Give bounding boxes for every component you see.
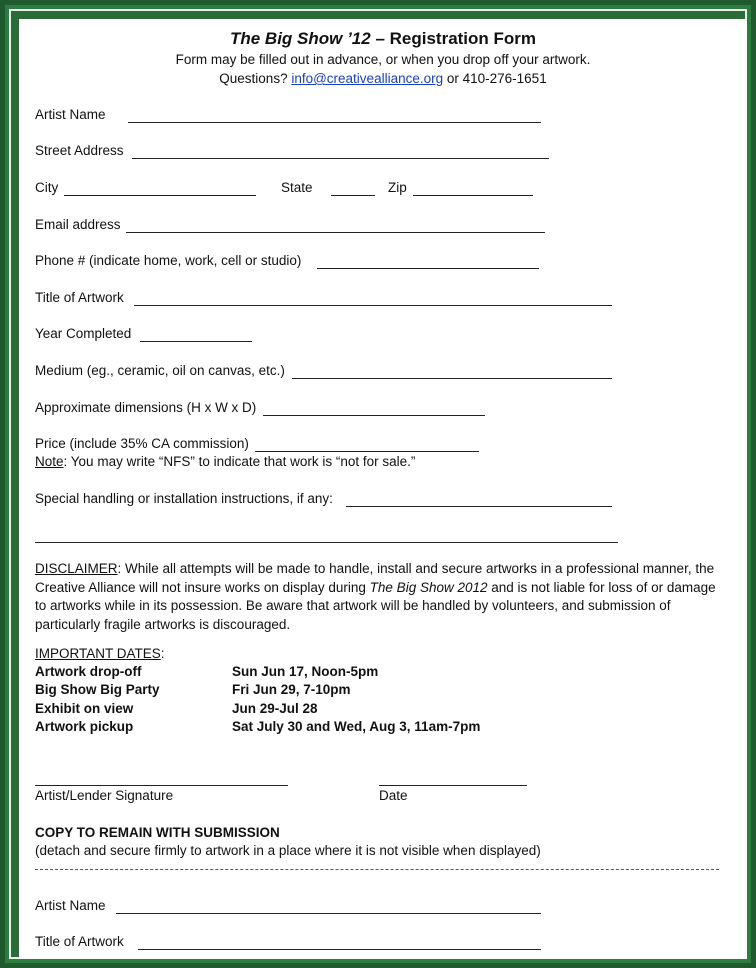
- date-row-value: Fri Jun 29, 7-10pm: [232, 682, 351, 697]
- signature-label: Artist/Lender Signature: [35, 788, 174, 803]
- zip-field[interactable]: [413, 195, 533, 196]
- important-dates-colon: :: [160, 646, 165, 661]
- note-label: Note: [35, 454, 64, 469]
- date-row-label: Big Show Big Party: [35, 682, 160, 697]
- disclaimer-text-2: and is not liable for loss of or damage to artworks while in its possession. Be aware that artwork will be handled by volunteers, and submission of particularly fragile artworks is discouraged.: [35, 579, 716, 632]
- outer-frame: [5, 5, 751, 963]
- date-row-value: Sun Jun 17, Noon-5pm: [232, 664, 379, 679]
- important-dates-title: IMPORTANT DATES: [35, 646, 161, 661]
- zip-label: Zip: [388, 180, 407, 195]
- disclaimer-text-1: : While all attempts will be made to handle, install and secure artworks in a professional manner, the Creative Alliance will not insure works on display during: [35, 561, 715, 595]
- title-of-artwork-field[interactable]: [134, 305, 612, 306]
- phone-label: Phone # (indicate home, work, cell or studio): [35, 253, 302, 268]
- contact-phone: or 410-276-1651: [443, 71, 547, 86]
- state-field[interactable]: [331, 195, 375, 196]
- date-row-label: Artwork drop-off: [35, 664, 142, 679]
- form-subtitle: Form may be filled out in advance, or when you drop off your artwork.: [175, 52, 591, 67]
- date-row-value: Jun 29-Jul 28: [232, 701, 318, 716]
- contact-prefix: Questions?: [219, 71, 292, 86]
- city-label: City: [35, 180, 59, 195]
- medium-field[interactable]: [292, 378, 612, 379]
- artist-name-field[interactable]: [128, 122, 541, 123]
- special-handling-field-line2[interactable]: [35, 542, 618, 543]
- copy-title-of-artwork-label: Title of Artwork: [35, 934, 124, 949]
- artist-name-label: Artist Name: [35, 107, 106, 122]
- registration-form-page: [19, 19, 747, 959]
- form-title: [19, 29, 747, 49]
- dimensions-field[interactable]: [263, 415, 485, 416]
- dimensions-label: Approximate dimensions (H x W x D): [35, 400, 257, 415]
- date-field[interactable]: [379, 785, 527, 786]
- email-field[interactable]: [126, 232, 545, 233]
- contact-email-link[interactable]: info@creativealliance.org: [291, 71, 444, 86]
- signature-field[interactable]: [35, 785, 288, 786]
- city-field[interactable]: [64, 195, 256, 196]
- copy-title-of-artwork-field[interactable]: [138, 949, 541, 950]
- date-label: Date: [379, 788, 408, 803]
- date-row-label: Exhibit on view: [35, 701, 134, 716]
- price-label: Price (include 35% CA commission): [35, 436, 249, 451]
- phone-field[interactable]: [317, 268, 539, 269]
- special-handling-field[interactable]: [346, 506, 612, 507]
- price-note: [35, 454, 415, 469]
- copy-section-instructions: (detach and secure firmly to artwork in a place where it is not visible when displayed): [35, 843, 541, 858]
- title-of-artwork-label: Title of Artwork: [35, 290, 124, 305]
- disclaimer-show-name: The Big Show 2012: [369, 579, 488, 595]
- copy-artist-name-field[interactable]: [116, 913, 541, 914]
- contact-line: [19, 71, 747, 86]
- year-completed-field[interactable]: [140, 341, 252, 342]
- medium-label: Medium (eg., ceramic, oil on canvas, etc.): [35, 363, 285, 378]
- email-label: Email address: [35, 217, 121, 232]
- street-address-label: Street Address: [35, 143, 124, 158]
- year-completed-label: Year Completed: [35, 326, 132, 341]
- date-row-label: Artwork pickup: [35, 719, 134, 734]
- form-title-italic: The Big Show ’12: [229, 29, 371, 48]
- copy-section-heading: COPY TO REMAIN WITH SUBMISSION: [35, 825, 280, 840]
- street-address-field[interactable]: [132, 158, 549, 159]
- disclaimer-label: DISCLAIMER: [35, 561, 118, 576]
- special-handling-label: Special handling or installation instructions, if any:: [35, 491, 333, 506]
- date-row-value: Sat July 30 and Wed, Aug 3, 11am-7pm: [232, 719, 481, 734]
- state-label: State: [281, 180, 313, 195]
- disclaimer-paragraph: [35, 560, 725, 634]
- note-text: : You may write “NFS” to indicate that work is “not for sale.”: [63, 454, 416, 469]
- important-dates-heading: [35, 646, 165, 661]
- price-field[interactable]: [255, 451, 479, 452]
- form-title-rest: – Registration Form: [370, 29, 537, 48]
- detach-cut-line: [35, 869, 719, 870]
- copy-artist-name-label: Artist Name: [35, 898, 106, 913]
